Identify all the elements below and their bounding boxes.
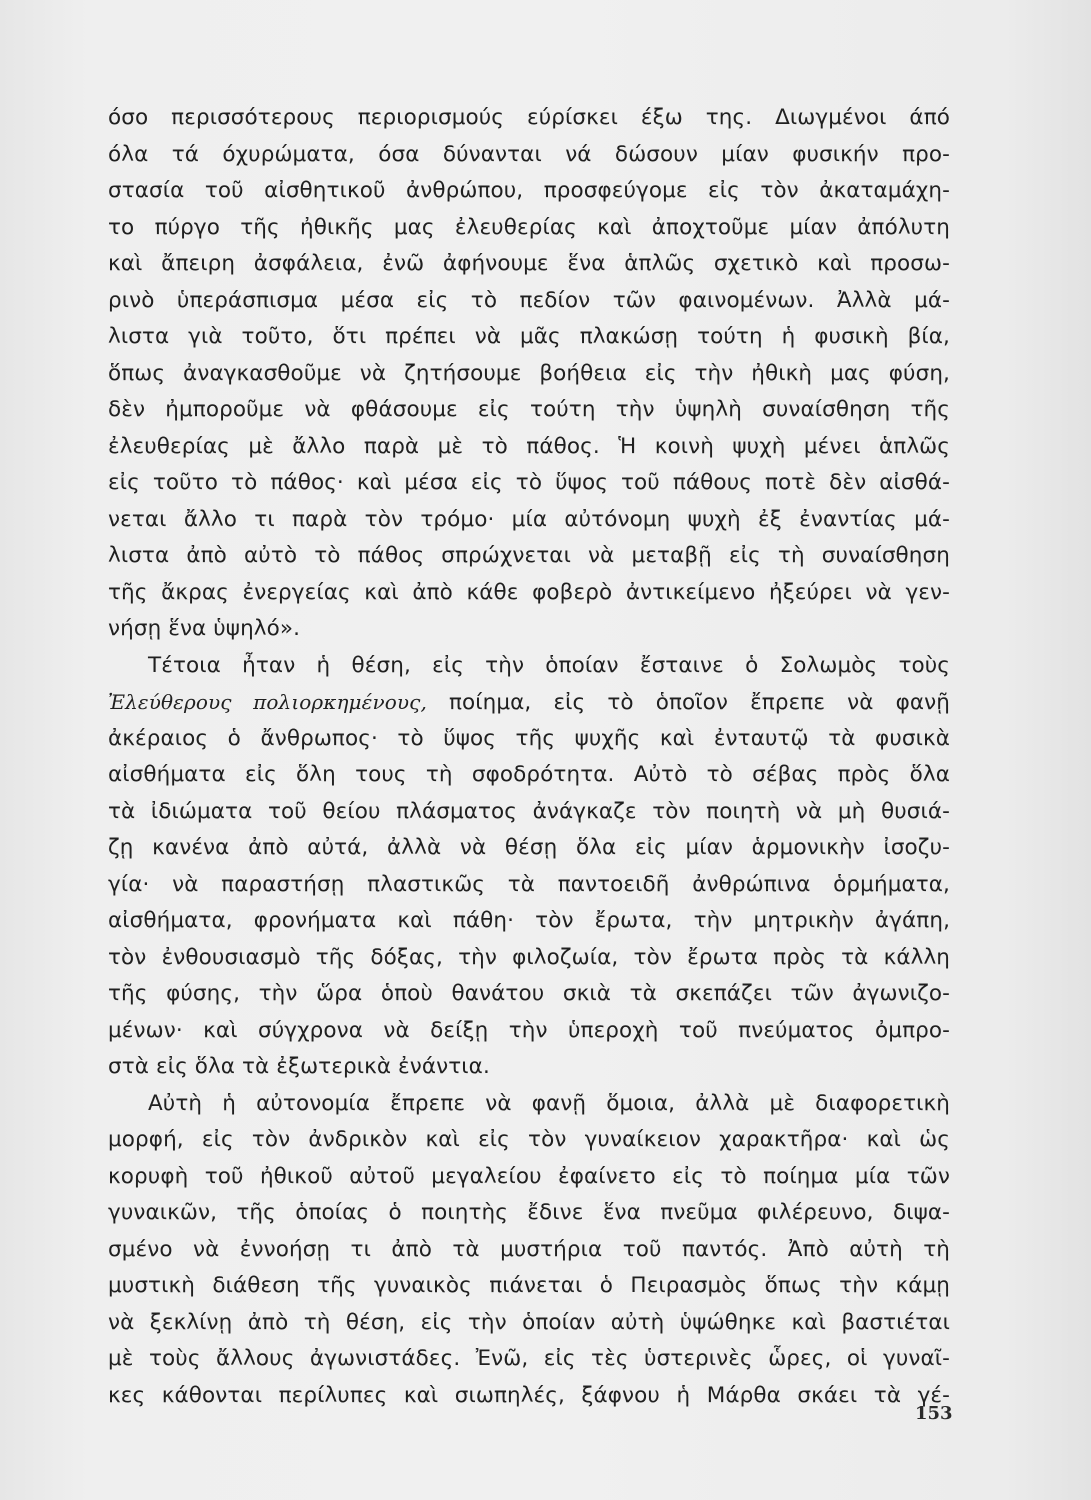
text-line: το πύργο τῆς ἠθικῆς μας ἐλευθερίας καὶ ἀποχτοῦμε μίαν ἀπόλυτη: [108, 214, 950, 240]
text-line: ὅπως ἀναγκασθοῦμε νὰ ζητήσουμε βοήθεια εἰς τὴν ἠθικὴ μας φύση,: [108, 360, 950, 386]
text-line: εἰς τοῦτο τὸ πάθος· καὶ μέσα εἰς τὸ ὕψος τοῦ πάθους ποτὲ δὲν αἰσθά-: [108, 470, 950, 495]
text-line: Αὐτὴ ἡ αὐτονομία ἔπρεπε νὰ φανῇ ὅμοια, ἀλλὰ μὲ διαφορετικὴ: [148, 1090, 950, 1116]
text-line: καὶ ἄπειρη ἀσφάλεια, ἐνῶ ἀφήνουμε ἕνα ἁπλῶς σχετικὸ καὶ προσω-: [108, 251, 950, 276]
text-line: τὰ ἰδιώματα τοῦ θείου πλάσματος ἀνάγκαζε τὸν ποιητὴ νὰ μὴ θυσιά-: [108, 798, 950, 824]
page-number: 153: [915, 1403, 953, 1424]
text-line: στασία τοῦ αἰσθητικοῦ ἀνθρώπου, προσφεύγομε εἰς τὸν ἀκαταμάχη-: [108, 178, 950, 203]
text-line: στὰ εἰς ὅλα τὰ ἐξωτερικὰ ἐνάντια.: [108, 1054, 490, 1079]
text-line: λιστα ἀπὸ αὐτὸ τὸ πάθος σπρώχνεται νὰ μεταβῇ εἰς τὴ συναίσθηση: [108, 543, 950, 568]
text-line-with-title: [108, 684, 950, 721]
text-line-remainder: ποίημα, εἰς τὸ ὁποῖον ἔπρεπε νὰ φανῇ: [448, 690, 950, 715]
text-line: μὲ τοὺς ἄλλους ἀγωνιστάδες. Ἐνῶ, εἰς τὲς ὑστερινὲς ὧρες, οἱ γυναῖ-: [108, 1346, 950, 1371]
text-line: μορφή, εἰς τὸν ἀνδρικὸν καὶ εἰς τὸν γυναίκειον χαρακτῆρα· καὶ ὡς: [108, 1127, 950, 1152]
text-line: δὲν ἠμποροῦμε νὰ φθάσουμε εἰς τούτη τὴν ὑψηλὴ συναίσθηση τῆς: [108, 397, 950, 422]
body-text: [108, 100, 950, 1414]
italic-poem-title: Ἐλεύθερους πολιορκημένους,: [108, 690, 427, 714]
text-line: κες κάθονται περίλυπες καὶ σιωπηλές, ξάφνου ἡ Μάρθα σκάει τὰ γέ-: [108, 1382, 950, 1408]
text-line: Τέτοια ἦταν ἡ θέση, εἰς τὴν ὁποίαν ἔσταινε ὁ Σολωμὸς τοὺς: [148, 652, 950, 678]
text-line: ζῃ κανένα ἀπὸ αὐτά, ἀλλὰ νὰ θέσῃ ὅλα εἰς μίαν ἁρμονικὴν ἰσοζυ-: [108, 835, 950, 860]
text-line: όσο περισσότερους περιορισμούς εύρίσκει έξω της. Διωγμένοι άπό: [108, 105, 950, 130]
text-line: ρινὸ ὑπεράσπισμα μέσα εἰς τὸ πεδίον τῶν φαινομένων. Ἀλλὰ μά-: [108, 287, 950, 313]
text-line: ἐλευθερίας μὲ ἄλλο παρὰ μὲ τὸ πάθος. Ἡ κοινὴ ψυχὴ μένει ἁπλῶς: [108, 433, 950, 459]
text-line: μυστικὴ διάθεση τῆς γυναικὸς πιάνεται ὁ Πειρασμὸς ὅπως τὴν κάμῃ: [108, 1273, 950, 1298]
text-line: νὰ ξεκλίνῃ ἀπὸ τὴ θέση, εἰς τὴν ὁποίαν αὐτὴ ὑψώθηκε καὶ βαστιέται: [108, 1309, 950, 1335]
text-line: τῆς ἄκρας ἐνεργείας καὶ ἀπὸ κάθε φοβερὸ ἀντικείμενο ἠξεύρει νὰ γεν-: [108, 579, 950, 605]
text-line: αἰσθήματα, φρονήματα καὶ πάθη· τὸν ἔρωτα, τὴν μητρικὴν ἀγάπη,: [108, 908, 950, 933]
text-line: νήσῃ ἕνα ὑψηλό».: [108, 616, 301, 641]
text-line: λιστα γιὰ τοῦτο, ὅτι πρέπει νὰ μᾶς πλακώσῃ τούτη ἡ φυσικὴ βία,: [108, 324, 950, 349]
text-line: κορυφὴ τοῦ ἠθικοῦ αὐτοῦ μεγαλείου ἐφαίνετο εἰς τὸ ποίημα μία τῶν: [108, 1163, 950, 1189]
text-line: τῆς φύσης, τὴν ὥρα ὁποὺ θανάτου σκιὰ τὰ σκεπάζει τῶν ἀγωνιζο-: [108, 981, 950, 1006]
text-line: γυναικῶν, τῆς ὁποίας ὁ ποιητὴς ἔδινε ἕνα πνεῦμα φιλέρευνο, διψα-: [108, 1200, 950, 1225]
text-line: ἀκέραιος ὁ ἄνθρωπος· τὸ ὕψος τῆς ψυχῆς καὶ ἐνταυτῷ τὰ φυσικὰ: [108, 725, 950, 751]
text-line: σμένο νὰ ἐννοήσῃ τι ἀπὸ τὰ μυστήρια τοῦ παντός. Ἀπὸ αὐτὴ τὴ: [108, 1236, 950, 1262]
text-line: τὸν ἐνθουσιασμὸ τῆς δόξας, τὴν φιλοζωία, τὸν ἔρωτα πρὸς τὰ κάλλη: [108, 944, 950, 970]
text-line: όλα τά όχυρώματα, όσα δύνανται νά δώσουν μίαν φυσικήν προ-: [108, 141, 950, 167]
text-line: νεται ἄλλο τι παρὰ τὸν τρόμο· μία αὐτόνομη ψυχὴ ἐξ ἐναντίας μά-: [108, 506, 950, 532]
text-line: μένων· καὶ σύγχρονα νὰ δείξῃ τὴν ὑπεροχὴ τοῦ πνεύματος ὀμπρο-: [108, 1017, 950, 1043]
text-line: γία· νὰ παραστήσῃ πλαστικῶς τὰ παντοειδῆ ἀνθρώπινα ὁρμήματα,: [108, 871, 950, 897]
text-line: αἰσθήματα εἰς ὅλη τους τὴ σφοδρότητα. Αὐτὸ τὸ σέβας πρὸς ὅλα: [108, 762, 950, 787]
